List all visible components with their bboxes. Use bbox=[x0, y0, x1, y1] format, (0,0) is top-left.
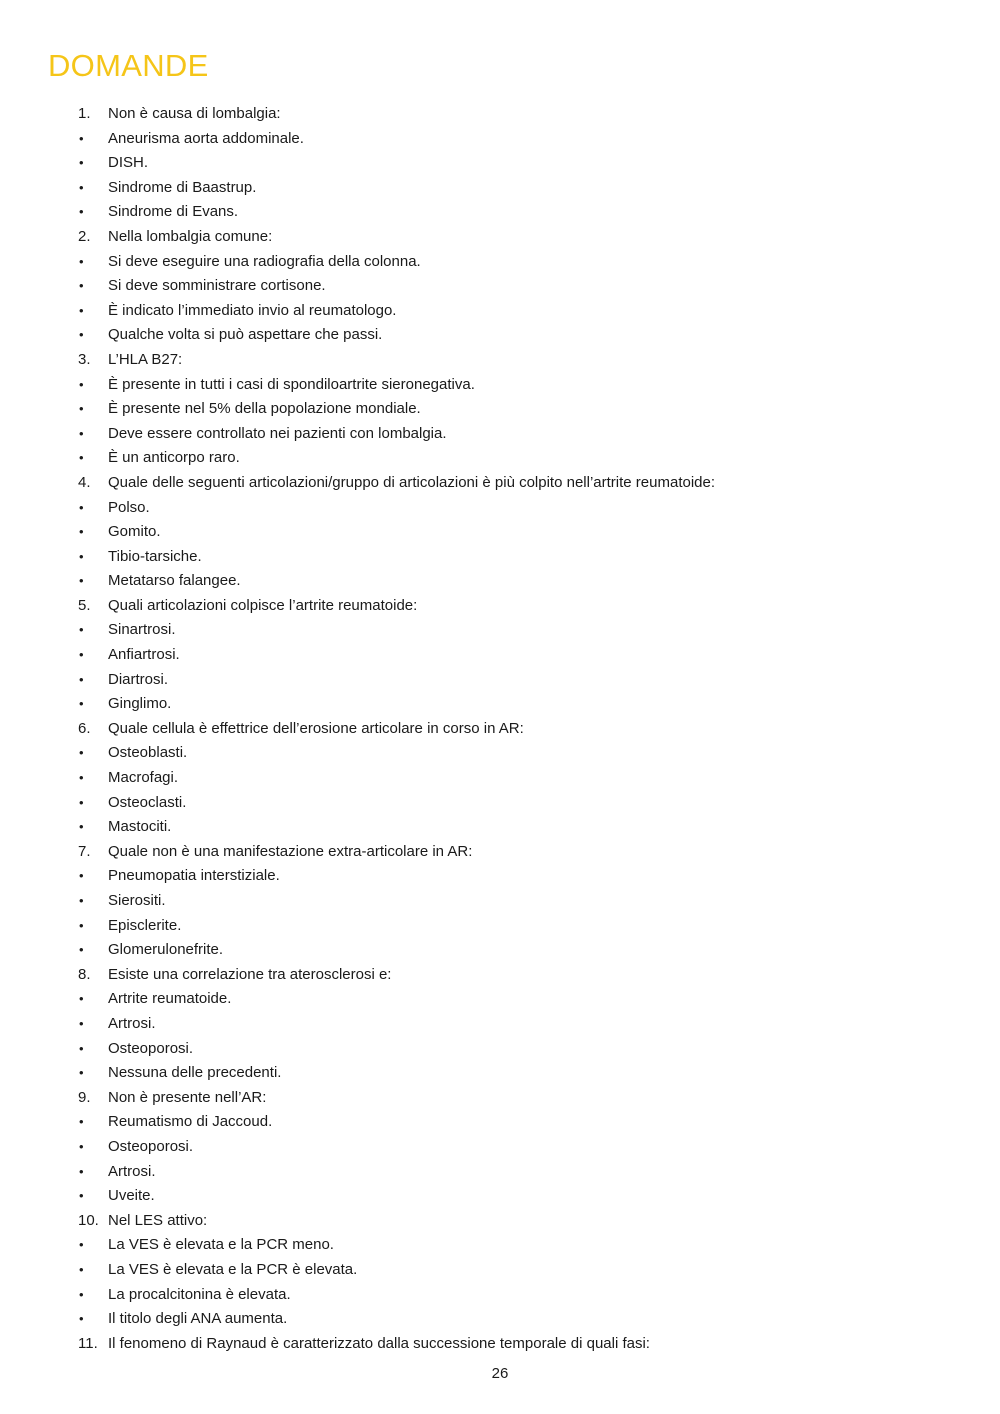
page-number: 26 bbox=[491, 1365, 509, 1382]
bullet-icon: • bbox=[79, 1163, 84, 1179]
bullet-icon: • bbox=[79, 942, 84, 958]
bullet-icon: • bbox=[79, 376, 84, 392]
option-text: Deve essere controllato nei pazienti con lombalgia. bbox=[108, 424, 447, 442]
bullet-icon: • bbox=[79, 991, 84, 1007]
option-text: Osteoporosi. bbox=[108, 1137, 194, 1155]
option-text: Si deve somministrare cortisone. bbox=[108, 277, 326, 295]
option-text: È presente in tutti i casi di spondiloartrite sieronegativa. bbox=[108, 375, 475, 393]
option-text: DISH. bbox=[108, 154, 149, 172]
question-number: 4. bbox=[78, 473, 91, 491]
bullet-icon: • bbox=[79, 524, 84, 540]
option-text: Polso. bbox=[108, 498, 150, 516]
option-text: Sindrome di Baastrup. bbox=[108, 178, 257, 196]
question-text: Il fenomeno di Raynaud è caratterizzato dalla successione temporale di quali fasi: bbox=[108, 1334, 650, 1352]
question-text: Non è causa di lombalgia: bbox=[108, 105, 281, 122]
option-text: Gomito. bbox=[108, 523, 161, 541]
option-text: Diartrosi. bbox=[108, 670, 169, 688]
option-text: Uveite. bbox=[108, 1187, 155, 1205]
option-text: Qualche volta si può aspettare che passi. bbox=[108, 326, 383, 344]
bullet-icon: • bbox=[79, 1114, 84, 1130]
option-text: Artrosi. bbox=[108, 1014, 156, 1032]
option-text: Osteoblasti. bbox=[108, 744, 188, 762]
question-text: Quali articolazioni colpisce l’artrite reumatoide: bbox=[108, 596, 418, 614]
bullet-icon: • bbox=[79, 450, 84, 466]
bullet-icon: • bbox=[79, 671, 84, 687]
question-text: Nel LES attivo: bbox=[108, 1211, 208, 1229]
bullet-icon: • bbox=[79, 302, 84, 318]
option-text: Sierositi. bbox=[108, 892, 166, 909]
question-number: 6. bbox=[78, 719, 91, 737]
bullet-icon: • bbox=[79, 770, 84, 786]
bullet-icon: • bbox=[79, 253, 84, 269]
option-text: Sindrome di Evans. bbox=[108, 203, 239, 221]
bullet-icon: • bbox=[79, 1065, 84, 1081]
bullet-icon: • bbox=[79, 1311, 84, 1327]
question-text: Quale delle seguenti articolazioni/gruppo di articolazioni è più colpito nell’artrite reumatoide: bbox=[108, 473, 716, 491]
bullet-icon: • bbox=[79, 1040, 84, 1056]
question-number: 8. bbox=[78, 965, 91, 983]
question-number: 7. bbox=[78, 842, 91, 860]
bullet-icon: • bbox=[79, 130, 84, 146]
option-text: Si deve eseguire una radiografia della colonna. bbox=[108, 252, 421, 270]
bullet-icon: • bbox=[79, 204, 84, 220]
bullet-icon: • bbox=[79, 917, 84, 933]
question-text: L’HLA B27: bbox=[108, 350, 183, 368]
bullet-icon: • bbox=[79, 401, 84, 417]
option-text: Osteoporosi. bbox=[108, 1039, 194, 1057]
option-text: Metatarso falangee. bbox=[108, 572, 241, 590]
question-number: 11. bbox=[78, 1334, 98, 1352]
bullet-icon: • bbox=[79, 1188, 84, 1204]
option-text: Ginglimo. bbox=[108, 695, 172, 713]
bullet-icon: • bbox=[79, 893, 84, 908]
option-text: Artrosi. bbox=[108, 1162, 156, 1180]
question-text: Quale non è una manifestazione extra-articolare in AR: bbox=[108, 842, 473, 860]
page-title: DOMANDE bbox=[48, 48, 209, 83]
option-text: Tibio-tarsiche. bbox=[108, 547, 202, 565]
bullet-icon: • bbox=[79, 425, 84, 441]
bullet-icon: • bbox=[79, 794, 84, 810]
option-text: Mastociti. bbox=[108, 818, 172, 836]
bullet-icon: • bbox=[79, 278, 84, 294]
bullet-icon: • bbox=[79, 499, 84, 515]
option-text: È presente nel 5% della popolazione mondiale. bbox=[108, 400, 421, 418]
option-text: La VES è elevata e la PCR meno. bbox=[108, 1236, 334, 1254]
bullet-icon: • bbox=[79, 1138, 84, 1154]
bullet-icon: • bbox=[79, 1015, 84, 1031]
bullet-icon: • bbox=[79, 1261, 84, 1277]
bullet-icon: • bbox=[79, 327, 84, 343]
option-text: Sinartrosi. bbox=[108, 621, 176, 639]
question-number: 2. bbox=[78, 227, 91, 245]
option-text: Episclerite. bbox=[108, 916, 182, 934]
bullet-icon: • bbox=[79, 573, 84, 589]
bullet-icon: • bbox=[79, 548, 84, 564]
option-text: È un anticorpo raro. bbox=[108, 449, 240, 467]
question-text: Nella lombalgia comune: bbox=[108, 227, 273, 245]
bullet-icon: • bbox=[79, 1286, 84, 1302]
option-text: Anfiartrosi. bbox=[108, 646, 180, 664]
option-text: Reumatismo di Jaccoud. bbox=[108, 1113, 273, 1131]
question-number: 10. bbox=[78, 1211, 99, 1229]
option-text: Aneurisma aorta addominale. bbox=[108, 129, 304, 147]
bullet-icon: • bbox=[79, 745, 84, 761]
bullet-icon: • bbox=[79, 647, 84, 663]
option-text: È indicato l’immediato invio al reumatologo. bbox=[108, 301, 397, 319]
question-text: Esiste una correlazione tra aterosclerosi e: bbox=[108, 965, 392, 983]
question-number: 9. bbox=[78, 1088, 91, 1106]
bullet-icon: • bbox=[79, 819, 84, 835]
question-number: 5. bbox=[78, 596, 91, 614]
question-text: Quale cellula è effettrice dell’erosione articolare in corso in AR: bbox=[108, 719, 524, 737]
bullet-icon: • bbox=[79, 1237, 84, 1253]
option-text: Il titolo degli ANA aumenta. bbox=[108, 1310, 288, 1328]
bullet-icon: • bbox=[79, 179, 84, 195]
option-text: La procalcitonina è elevata. bbox=[108, 1285, 291, 1303]
option-text: Osteoclasti. bbox=[108, 793, 187, 811]
question-text: Non è presente nell’AR: bbox=[108, 1088, 267, 1106]
question-number: 1. bbox=[78, 105, 91, 122]
bullet-icon: • bbox=[79, 696, 84, 712]
option-text: La VES è elevata e la PCR è elevata. bbox=[108, 1260, 358, 1278]
question-number: 3. bbox=[78, 350, 91, 368]
bullet-icon: • bbox=[79, 868, 84, 884]
option-text: Pneumopatia interstiziale. bbox=[108, 867, 280, 885]
option-text: Macrofagi. bbox=[108, 769, 179, 787]
option-text: Artrite reumatoide. bbox=[108, 990, 232, 1008]
option-text: Glomerulonefrite. bbox=[108, 941, 224, 959]
option-text: Nessuna delle precedenti. bbox=[108, 1064, 282, 1082]
bullet-icon: • bbox=[79, 155, 84, 171]
bullet-icon: • bbox=[79, 622, 84, 638]
